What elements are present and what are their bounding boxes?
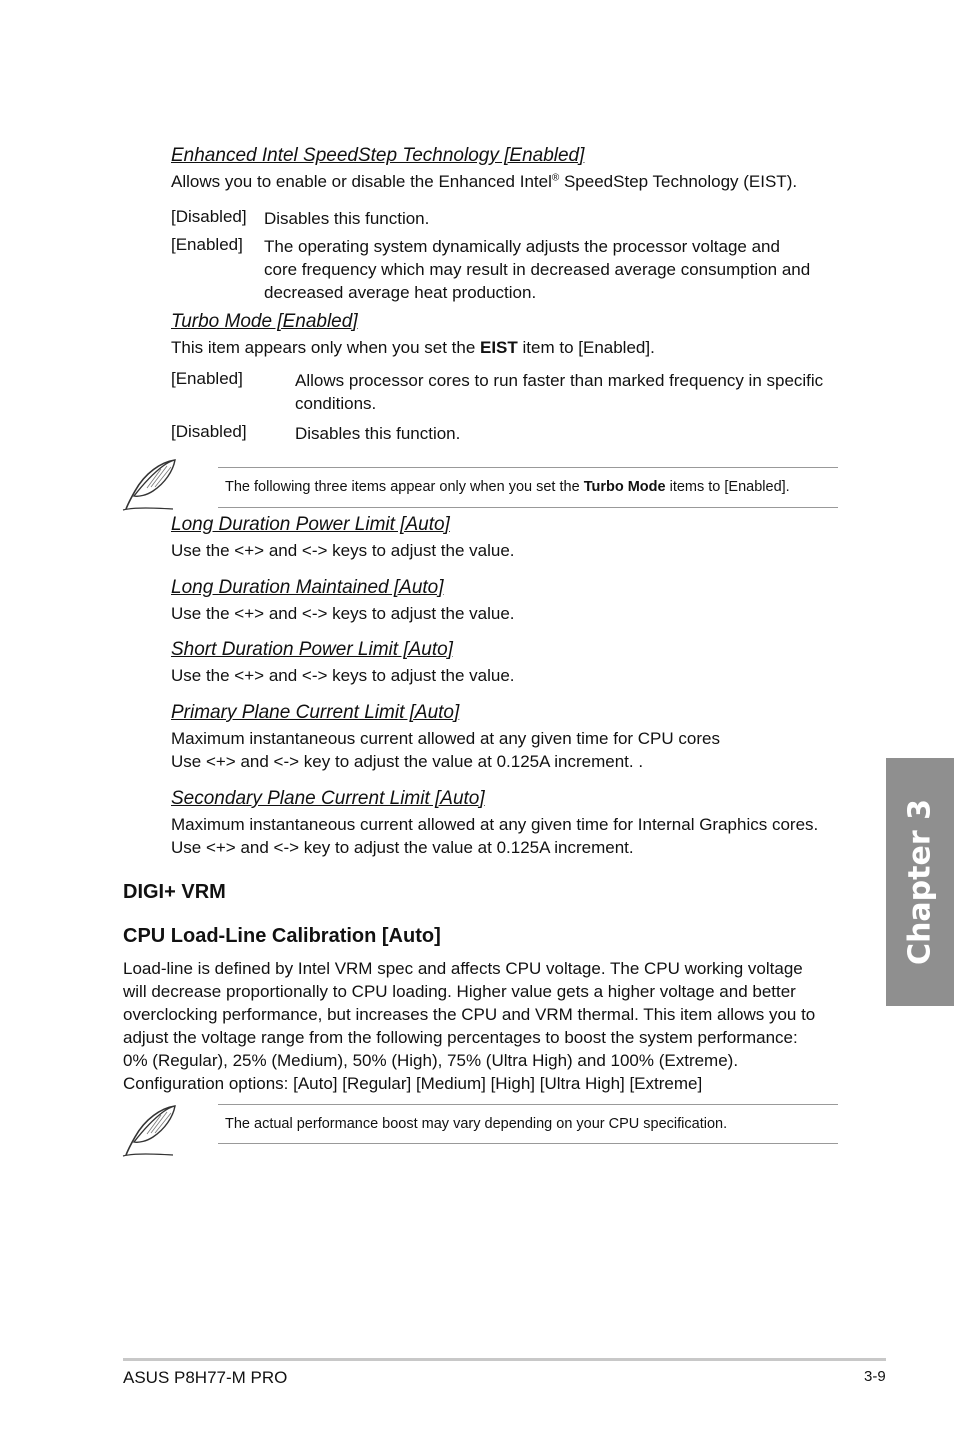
eist-option-enabled-desc <box>264 235 810 304</box>
desc-line: overclocking performance, but increases the CPU and VRM thermal. This item allows you to <box>123 1005 816 1024</box>
turbo-option-disabled-key: [Disabled] <box>171 422 247 441</box>
desc-line: Allows processor cores to run faster than marked frequency in specific <box>295 371 824 390</box>
note-text: The actual performance boost may vary depending on your CPU specification. <box>225 1116 728 1132</box>
desc-line: Disables this function. <box>295 424 461 443</box>
chapter-tab-label: Chapter 3 <box>902 799 938 965</box>
item-heading: Long Duration Maintained [Auto] <box>171 577 444 598</box>
desc-line: Use the <+> and <-> keys to adjust the value. <box>171 604 515 623</box>
desc-line: Use <+> and <-> key to adjust the value at 0.125A increment. . <box>171 752 644 771</box>
note-bottom-rule <box>218 1143 838 1144</box>
llc-description <box>123 957 815 1095</box>
note-text <box>225 479 790 495</box>
desc-line: core frequency which may result in decreased average consumption and <box>264 260 811 279</box>
desc-line: will decrease proportionally to CPU loading. Higher value gets a higher voltage and better <box>123 982 796 1001</box>
eist-option-disabled-desc <box>264 207 429 230</box>
footer-product: ASUS P8H77-M PRO <box>123 1368 288 1387</box>
item-description <box>171 664 515 687</box>
registered-mark: ® <box>551 172 560 184</box>
note1-pre: The following three items appear only when you set the <box>225 479 584 495</box>
desc-line: decreased average heat production. <box>264 283 537 302</box>
section-heading-digi-vrm: DIGI+ VRM <box>123 881 226 903</box>
desc-line: Use the <+> and <-> keys to adjust the value. <box>171 666 515 685</box>
item-description <box>171 813 818 859</box>
note1-bold: Turbo Mode <box>583 479 666 495</box>
turbo-desc-post: item to [Enabled]. <box>517 338 655 357</box>
desc-line: Maximum instantaneous current allowed at any given time for Internal Graphics cores. <box>171 815 819 834</box>
eist-description <box>171 170 797 193</box>
chapter-tab <box>886 758 954 1006</box>
desc-line: The operating system dynamically adjusts the processor voltage and <box>264 237 780 256</box>
note1-post: items to [Enabled]. <box>665 479 790 495</box>
section-heading-llc: CPU Load-Line Calibration [Auto] <box>123 925 441 947</box>
item-description <box>171 539 515 562</box>
desc-line: 0% (Regular), 25% (Medium), 50% (High), 75% (Ultra High) and 100% (Extreme). <box>123 1051 739 1070</box>
item-heading: Short Duration Power Limit [Auto] <box>171 639 453 660</box>
eist-desc-pre: Allows you to enable or disable the Enhanced Intel <box>171 172 552 191</box>
eist-desc-post: SpeedStep Technology (EIST). <box>559 172 798 191</box>
eist-option-disabled-key: [Disabled] <box>171 207 247 226</box>
note-top-rule <box>218 1104 838 1105</box>
footer-rule <box>123 1358 886 1361</box>
note-bottom-rule <box>218 507 838 508</box>
item-description <box>171 602 515 625</box>
eist-option-enabled-key: [Enabled] <box>171 235 243 254</box>
item-heading: Primary Plane Current Limit [Auto] <box>171 702 460 723</box>
item-heading: Long Duration Power Limit [Auto] <box>171 514 450 535</box>
eist-heading: Enhanced Intel SpeedStep Technology [Enabled] <box>171 145 585 166</box>
footer-page-number: 3-9 <box>864 1368 886 1385</box>
item-description <box>171 727 720 773</box>
turbo-option-enabled-key: [Enabled] <box>171 369 243 388</box>
note-quill-icon <box>121 457 179 513</box>
turbo-heading: Turbo Mode [Enabled] <box>171 311 358 332</box>
desc-line: Configuration options: [Auto] [Regular] [Medium] [High] [Ultra High] [Extreme] <box>123 1074 703 1093</box>
turbo-desc-pre: This item appears only when you set the <box>171 338 480 357</box>
desc-line: Use <+> and <-> key to adjust the value at 0.125A increment. <box>171 838 634 857</box>
turbo-option-enabled-desc <box>295 369 823 415</box>
turbo-description <box>171 336 655 359</box>
desc-line: Maximum instantaneous current allowed at any given time for CPU cores <box>171 729 720 748</box>
turbo-option-disabled-desc <box>295 422 460 445</box>
desc-line: Load-line is defined by Intel VRM spec and affects CPU voltage. The CPU working voltage <box>123 959 803 978</box>
desc-line: Disables this function. <box>264 209 430 228</box>
item-heading: Secondary Plane Current Limit [Auto] <box>171 788 485 809</box>
note-quill-icon <box>121 1103 179 1159</box>
note-top-rule <box>218 467 838 468</box>
desc-line: conditions. <box>295 394 377 413</box>
desc-line: adjust the voltage range from the following percentages to boost the system performance: <box>123 1028 798 1047</box>
desc-line: Use the <+> and <-> keys to adjust the value. <box>171 541 515 560</box>
turbo-desc-bold: EIST <box>480 338 518 357</box>
